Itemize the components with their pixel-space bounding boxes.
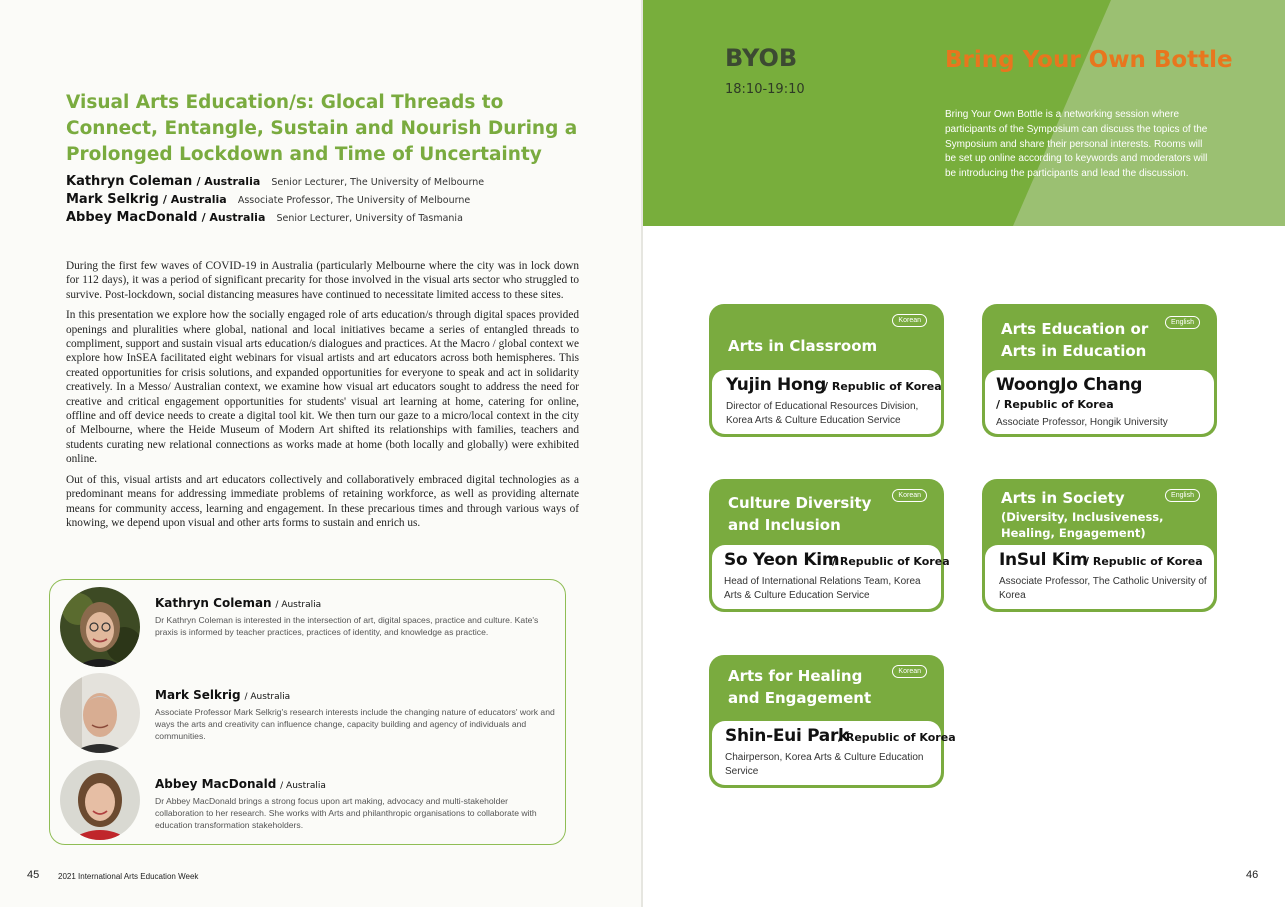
- speaker-name: Yujin Hong: [726, 375, 827, 395]
- abstract-paragraph: In this presentation we explore how the socially engaged role of arts education/s through digital spaces provided openings and pluralities where global, national and local initiatives became a series of entangled threads to compliment, support and sustain visual arts education/s dialogues and practices. At the Macro / global context we explore how InSEA facilitated eight webinars for visual artists and art educators across both hemispheres. This created opportunities for crisis solutions, and expanded opportunities for everyone to speak and act in solidarity creatively. In a Messo/ Australian context, we examine how visual art educators sought to address the need for creative and critical engagement opportunities for students' visual art learning at home, catering for online, offline and off device needs to create a digital tool kit. We then turn our gaze to a micro/local context in the city of Melbourne, where the Heide Museum of Modern Art shifted its relationships with families, teachers and students curating new relational connections as works made at home (both locally and globally) were exhibited online.: [66, 309, 579, 466]
- bio-name: [155, 777, 326, 791]
- author-name: Kathryn Coleman: [66, 174, 193, 189]
- session-card: [982, 479, 1217, 612]
- speaker-role: Head of International Relations Team, Korea Arts & Culture Education Service: [724, 576, 921, 601]
- page-number: 45: [27, 869, 40, 881]
- speaker-country: / Republic of Korea: [838, 731, 956, 744]
- speaker-role: Director of Educational Resources Division, Korea Arts & Culture Education Service: [726, 401, 919, 426]
- article-title: Visual Arts Education/s: Glocal Threads to Connect, Entangle, Sustain and Nourish During a Prolonged Lockdown and Time of Uncertainty: [66, 92, 578, 165]
- speaker-panel: [712, 370, 941, 434]
- author-line: [66, 174, 484, 189]
- author-country: / Australia: [201, 211, 266, 224]
- card-title: Arts in Society: [1001, 489, 1125, 507]
- bio-name: [155, 596, 321, 610]
- publication-name: 2021 International Arts Education Week: [58, 872, 199, 881]
- speaker-name: InSul Kim: [999, 550, 1088, 570]
- speaker-name: So Yeon Kim: [724, 550, 840, 570]
- speaker-role: Associate Professor, Hongik University: [996, 417, 1168, 428]
- card-title: Culture Diversity and Inclusion: [728, 494, 872, 534]
- author-name: Mark Selkrig: [66, 192, 159, 207]
- speaker-country: / Republic of Korea: [824, 380, 942, 393]
- byob-banner: [643, 0, 1285, 226]
- language-badge: Korean: [892, 489, 927, 502]
- session-card: [709, 655, 956, 788]
- bio-text: Associate Professor Mark Selkrig's research interests include the changing nature of educators' work and ways the arts and creativity can influence change, capacity building and agency of individuals and communities.: [155, 707, 555, 741]
- bio-name: [155, 688, 290, 702]
- session-card: [982, 304, 1217, 437]
- card-title: Arts for Healing and Engagement: [728, 667, 872, 707]
- bio-text: Dr Kathryn Coleman is interested in the intersection of art, digital spaces, practice and culture. Kate's praxis is informed by teacher practices, practices of identity, and knowledge as practice.: [155, 615, 539, 637]
- language-badge: English: [1165, 316, 1200, 329]
- bio-country: / Australia: [244, 692, 291, 702]
- bio-country: / Australia: [275, 600, 322, 610]
- speaker-role: Associate Professor, The Catholic University of Korea: [999, 576, 1207, 601]
- speaker-name: Shin-Eui Park: [725, 726, 850, 746]
- language-badge: Korean: [892, 314, 927, 327]
- session-code: BYOB: [725, 44, 798, 72]
- card-title: Arts Education or Arts in Education: [1001, 320, 1149, 360]
- session-time: 18:10-19:10: [725, 82, 805, 97]
- speaker-country: / Republic of Korea: [996, 398, 1114, 411]
- speaker-role: Chairperson, Korea Arts & Culture Education Service: [725, 752, 924, 777]
- author-role: Senior Lecturer, University of Tasmania: [276, 213, 463, 224]
- speaker-panel: [985, 370, 1214, 434]
- bio-text: Dr Abbey MacDonald brings a strong focus upon art making, advocacy and multi-stakeholder collaboration to her research. She works with Arts and philanthropic organisations to collaborate with education transformation stakeholders.: [155, 796, 537, 830]
- speaker-name: WoongJo Chang: [996, 375, 1143, 395]
- speaker-panel: [712, 545, 950, 609]
- avatar: [60, 587, 140, 667]
- abstract-paragraph: Out of this, visual artists and art educators collectively and collaboratively embraced digital technologies as a predominant means for addressing immediate problems of retaining workforce, as well as providing alternate means for community access, learning and engagement. In these precarious times and through various ways of knowing, we depend upon visual and other arts forms to sustain and enrich us.: [66, 473, 579, 529]
- author-role: Senior Lecturer, The University of Melbourne: [271, 177, 485, 188]
- bio-name-text: Kathryn Coleman: [155, 596, 272, 610]
- speaker-panel: [985, 545, 1214, 609]
- card-subtitle: (Diversity, Inclusiveness, Healing, Engagement): [1001, 510, 1164, 540]
- language-badge: Korean: [892, 665, 927, 678]
- author-country: / Australia: [196, 175, 261, 188]
- author-line: [66, 210, 463, 225]
- author-line: [66, 192, 470, 207]
- abstract: [66, 259, 579, 536]
- author-country: / Australia: [162, 193, 227, 206]
- author-name: Abbey MacDonald: [66, 210, 198, 225]
- session-description: Bring Your Own Bottle is a networking session where participants of the Symposium can discuss the topics of the Symposium and share their personal interests. Rooms will be set up online according to keywords and moderators will be introducing the participants and lead the discussion.: [945, 109, 1208, 180]
- session-card: [709, 479, 950, 612]
- avatar: [60, 673, 140, 753]
- page-number: 46: [1246, 869, 1259, 881]
- speaker-country: / Republic of Korea: [832, 555, 950, 568]
- speaker-country: / Republic of Korea: [1085, 555, 1203, 568]
- language-badge: English: [1165, 489, 1200, 502]
- speaker-panel: [712, 721, 956, 785]
- session-card: [709, 304, 944, 437]
- avatar: [60, 760, 140, 840]
- bio-country: / Australia: [280, 781, 326, 791]
- abstract-paragraph: During the first few waves of COVID-19 in Australia (particularly Melbourne where the city was in lock down for 112 days), it was a period of significant precarity for those involved in the visual arts sector who struggled to survive. Post-lockdown, social distancing measures have continued to necessitate limited access to these sites.: [66, 260, 579, 301]
- author-role: Associate Professor, The University of Melbourne: [237, 195, 471, 206]
- session-title: Bring Your Own Bottle: [945, 47, 1233, 73]
- bio-name-text: Mark Selkrig: [155, 688, 241, 702]
- bio-name-text: Abbey MacDonald: [155, 777, 277, 791]
- card-title: Arts in Classroom: [728, 337, 878, 355]
